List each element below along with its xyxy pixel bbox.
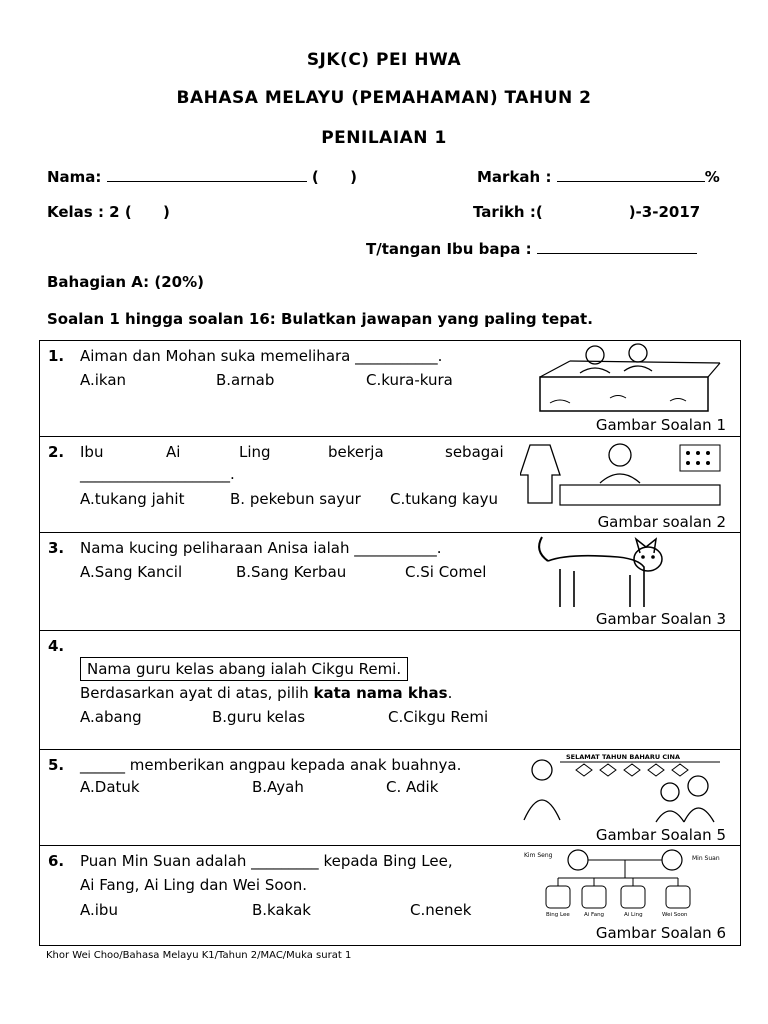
option-b[interactable]: B.kakak <box>252 901 311 919</box>
question-number: 4. <box>48 637 65 655</box>
option-a[interactable]: A.ikan <box>80 371 127 389</box>
assessment-title: PENILAIAN 1 <box>321 128 447 148</box>
question-emphasis: kata nama khas <box>313 684 448 702</box>
parent-label: Kim Seng <box>524 852 553 859</box>
question-table <box>39 340 741 946</box>
tarikh-label: Tarikh :( <box>473 203 543 221</box>
option-c[interactable]: C.Cikgu Remi <box>388 708 489 726</box>
child-label: Wei Soon <box>662 912 688 918</box>
picture-caption: Gambar Soalan 6 <box>595 924 726 942</box>
option-c[interactable]: C.tukang kayu <box>390 490 499 508</box>
option-c[interactable]: C. Adik <box>386 778 439 796</box>
question-number: 2. <box>48 443 65 461</box>
chinese-new-year-illustration <box>520 750 730 824</box>
nama-field[interactable] <box>47 167 357 186</box>
option-c[interactable]: C.nenek <box>410 901 472 919</box>
child-label: Ai Fang <box>584 912 605 918</box>
ttangan-label: T/tangan Ibu bapa : <box>366 240 532 258</box>
picture-caption: Gambar Soalan 1 <box>595 416 726 434</box>
markah-label: Markah : <box>477 168 552 186</box>
question-word: Ibu <box>80 443 104 461</box>
ttangan-field[interactable] <box>366 239 697 258</box>
question-word: bekerja <box>328 443 384 461</box>
question-number: 1. <box>48 347 65 365</box>
school-name: SJK(C) PEI HWA <box>306 50 462 70</box>
question-text: Puan Min Suan adalah _________ kepada Bing Lee, <box>80 852 453 870</box>
option-b[interactable]: B.guru kelas <box>212 708 306 726</box>
picture-caption: Gambar Soalan 3 <box>595 610 726 628</box>
ttangan-blank[interactable] <box>537 239 697 254</box>
tarikh-field[interactable] <box>473 203 700 221</box>
option-c[interactable]: C.Si Comel <box>405 563 487 581</box>
option-a[interactable]: A.Sang Kancil <box>80 563 183 581</box>
nama-blank[interactable] <box>107 167 307 182</box>
cat-illustration <box>530 535 680 609</box>
option-a[interactable]: A.tukang jahit <box>80 490 185 508</box>
option-a[interactable]: A.Datuk <box>80 778 140 796</box>
markah-blank[interactable] <box>557 167 705 182</box>
question-1 <box>40 341 741 437</box>
question-number: 3. <box>48 539 65 557</box>
boys-aquarium-illustration <box>520 343 730 415</box>
question-text-line2: Ai Fang, Ai Ling dan Wei Soon. <box>80 876 307 894</box>
question-3 <box>40 533 741 631</box>
question-number: 5. <box>48 756 65 774</box>
question-word: Ai <box>166 443 181 461</box>
question-word: Ling <box>239 443 271 461</box>
markah-unit: % <box>704 168 720 186</box>
tarikh-suffix: )-3-2017 <box>628 203 701 221</box>
question-6 <box>40 846 741 946</box>
section-title: Bahagian A: (20%) <box>47 273 204 291</box>
question-5 <box>40 750 741 846</box>
section-instruction: Soalan 1 hingga soalan 16: Bulatkan jawapan yang paling tepat. <box>47 310 593 328</box>
question-text: Nama kucing peliharaan Anisa ialah ___________. <box>80 539 442 557</box>
picture-caption: Gambar soalan 2 <box>597 513 726 531</box>
option-b[interactable]: B. pekebun sayur <box>230 490 361 508</box>
question-4 <box>40 631 741 750</box>
picture-caption: Gambar Soalan 5 <box>595 826 726 844</box>
tailor-illustration <box>520 439 730 509</box>
option-b[interactable]: B.Ayah <box>252 778 304 796</box>
child-label: Bing Lee <box>546 912 570 918</box>
family-tree-illustration <box>520 848 730 924</box>
option-a[interactable]: A.ibu <box>80 901 118 919</box>
option-b[interactable]: B.arnab <box>216 371 275 389</box>
subject-title: BAHASA MELAYU (PEMAHAMAN) TAHUN 2 <box>176 88 592 108</box>
option-a[interactable]: A.abang <box>80 708 142 726</box>
question-number: 6. <box>48 852 65 870</box>
markah-field[interactable] <box>477 167 720 186</box>
question-text: Aiman dan Mohan suka memelihara ___________. <box>80 347 443 365</box>
question-word: sebagai <box>445 443 504 461</box>
parent-label: Min Suan <box>692 855 720 862</box>
child-label: Ai Ling <box>624 912 643 918</box>
nama-paren: ( ) <box>311 168 357 186</box>
question-text: ______ memberikan angpau kepada anak buahnya. <box>80 756 462 774</box>
banner-text: SELAMAT TAHUN BAHARU CINA <box>566 753 681 761</box>
question-text: Berdasarkan ayat di atas, pilih kata nama khas. <box>80 684 453 702</box>
question-2 <box>40 437 741 533</box>
boxed-sentence: Nama guru kelas abang ialah Cikgu Remi. <box>80 657 408 681</box>
page-footer: Khor Wei Choo/Bahasa Melayu K1/Tahun 2/MAC/Muka surat 1 <box>46 950 352 961</box>
option-c[interactable]: C.kura-kura <box>366 371 453 389</box>
kelas-field[interactable]: Kelas : 2 ( ) <box>47 203 170 221</box>
option-b[interactable]: B.Sang Kerbau <box>236 563 347 581</box>
nama-label: Nama: <box>47 168 102 186</box>
question-blank: ____________________. <box>80 465 235 483</box>
